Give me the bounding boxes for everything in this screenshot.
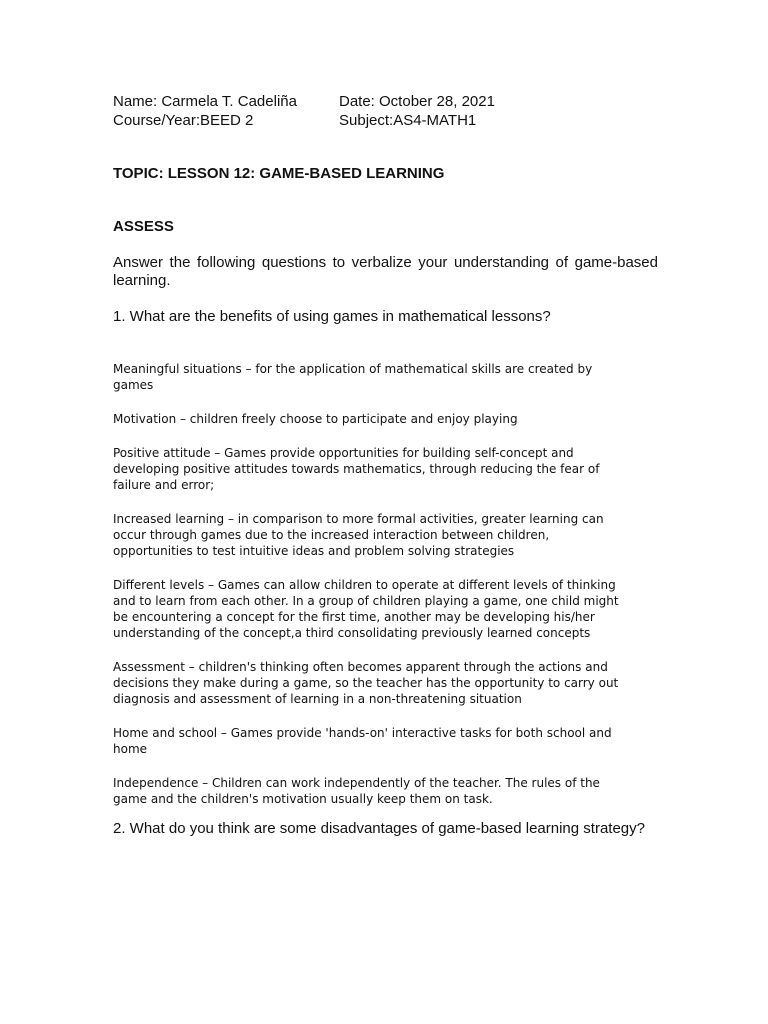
student-name: Name: Carmela T. Cadeliña	[113, 93, 297, 110]
benefits-list	[113, 361, 628, 825]
question-1: 1. What are the benefits of using games in mathematical lessons?	[113, 308, 551, 325]
subject: Subject:AS4-MATH1	[339, 112, 477, 129]
question-2: 2. What do you think are some disadvantages of game-based learning strategy?	[113, 820, 645, 837]
benefit-item-meaningful-situations: Meaningful situations – for the application of mathematical skills are created by games	[113, 362, 593, 392]
student-info-header	[113, 93, 673, 130]
benefit-item-home-and-school: Home and school – Games provide 'hands-on' interactive tasks for both school and home	[113, 726, 612, 756]
instructions-paragraph: Answer the following questions to verbalize your understanding of game-based learning.	[113, 254, 658, 289]
topic-heading: TOPIC: LESSON 12: GAME-BASED LEARNING	[113, 165, 445, 182]
benefit-item-motivation: Motivation – children freely choose to participate and enjoy playing	[113, 412, 518, 426]
benefit-item-assessment: Assessment – children's thinking often becomes apparent through the actions and decisions they make during a game, so the teacher has the opportunity to carry out diagnosis and assessment of learning in a non-threatening situation	[113, 660, 619, 706]
benefit-item-different-levels: Different levels – Games can allow children to operate at different levels of thinking and to learn from each other. In a group of children playing a game, one child might be encountering a concept for the first time, another may be developing his/her understanding of the concept,a third consolidating previously learned concepts	[113, 578, 619, 640]
section-heading-assess: ASSESS	[113, 218, 174, 235]
benefit-item-positive-attitude: Positive attitude – Games provide opportunities for building self-concept and developing positive attitudes towards mathematics, through reducing the fear of failure and error;	[113, 446, 600, 492]
submission-date: Date: October 28, 2021	[339, 93, 495, 110]
benefit-item-increased-learning: Increased learning – in comparison to more formal activities, greater learning can occur through games due to the increased interaction between children, opportunities to test intuitive ideas and problem solving strategies	[113, 512, 604, 558]
course-year: Course/Year:BEED 2	[113, 112, 254, 129]
benefit-item-independence: Independence – Children can work independently of the teacher. The rules of the game and the children's motivation usually keep them on task.	[113, 776, 600, 806]
